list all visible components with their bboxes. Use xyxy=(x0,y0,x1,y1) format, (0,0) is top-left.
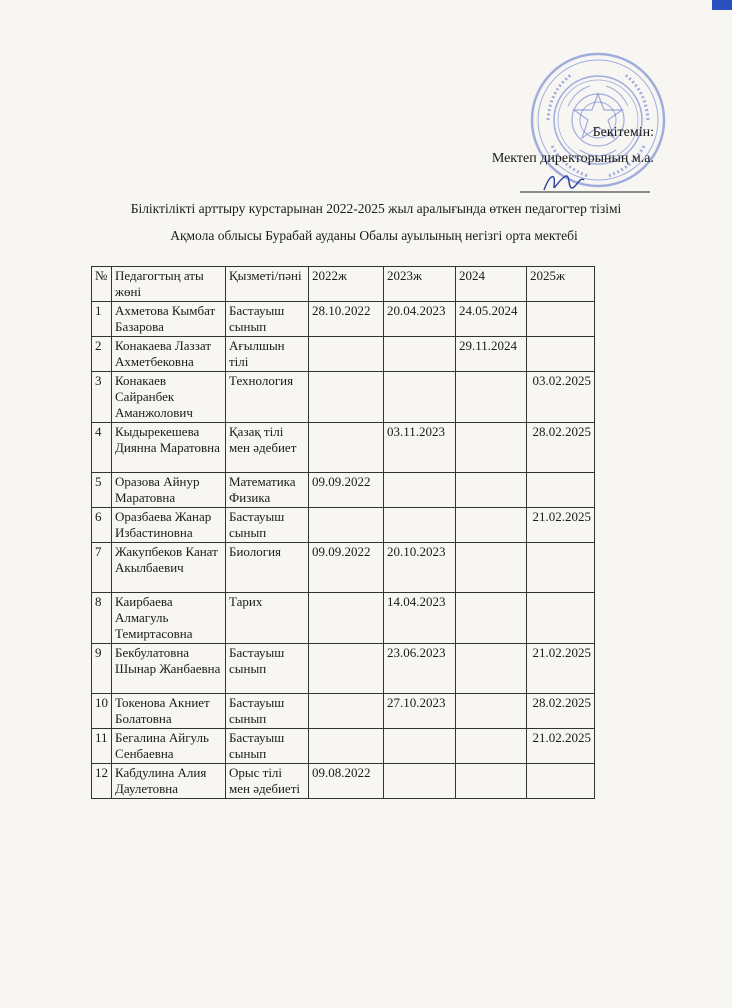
cell-2022 xyxy=(309,508,384,543)
table-row xyxy=(92,302,595,337)
cell-no: 2 xyxy=(92,337,112,372)
cell-2022 xyxy=(309,644,384,694)
cell-2022: 28.10.2022 xyxy=(309,302,384,337)
cell-no: 6 xyxy=(92,508,112,543)
school-name: Ақмола облысы Бурабай ауданы Обалы ауылының негізгі орта мектебі xyxy=(170,228,578,243)
cell-name: Кабдулина Алия Даулетовна xyxy=(112,764,226,799)
cell-name: Каирбаева Алмагуль Темиртасовна xyxy=(112,593,226,644)
cell-2023: 23.06.2023 xyxy=(384,644,456,694)
table-row xyxy=(92,694,595,729)
table-row xyxy=(92,593,595,644)
cell-2022 xyxy=(309,372,384,423)
cell-2024 xyxy=(456,593,527,644)
director-label: Мектеп директорының м.а. xyxy=(491,151,654,166)
cell-2023 xyxy=(384,473,456,508)
cell-position: Ағылшын тілі xyxy=(226,337,309,372)
cell-position: Технология xyxy=(226,372,309,423)
cell-no: 8 xyxy=(92,593,112,644)
cell-2025 xyxy=(527,473,595,508)
cell-2025 xyxy=(527,543,595,593)
cell-2023 xyxy=(384,372,456,423)
cell-position: Математика Физика xyxy=(226,473,309,508)
cell-2022 xyxy=(309,593,384,644)
cell-position: Бастауыш сынып xyxy=(226,644,309,694)
cell-name: Конакаева Лаззат Ахметбековна xyxy=(112,337,226,372)
cell-2024: 24.05.2024 xyxy=(456,302,527,337)
cell-position: Орыс тілі мен әдебиеті xyxy=(226,764,309,799)
header-no: № xyxy=(92,267,112,302)
table-row xyxy=(92,473,595,508)
cell-position: Қазақ тілі мен әдебиет xyxy=(226,423,309,473)
cell-2024 xyxy=(456,543,527,593)
cell-2023 xyxy=(384,337,456,372)
cell-no: 3 xyxy=(92,372,112,423)
cell-position: Тарих xyxy=(226,593,309,644)
table-row xyxy=(92,543,595,593)
table-row xyxy=(92,644,595,694)
cell-position: Бастауыш сынып xyxy=(226,302,309,337)
cell-2022: 09.09.2022 xyxy=(309,473,384,508)
director-signature xyxy=(520,168,650,196)
cell-name: Жакупбеков Канат Акылбаевич xyxy=(112,543,226,593)
cell-position: Бастауыш сынып xyxy=(226,508,309,543)
cell-2025: 21.02.2025 xyxy=(527,729,595,764)
training-table xyxy=(91,266,595,799)
cell-2025 xyxy=(527,337,595,372)
cell-2022: 09.09.2022 xyxy=(309,543,384,593)
cell-name: Кыдырекешева Диянна Маратовна xyxy=(112,423,226,473)
cell-2022 xyxy=(309,423,384,473)
cell-no: 9 xyxy=(92,644,112,694)
cell-2022 xyxy=(309,337,384,372)
cell-2025 xyxy=(527,302,595,337)
cell-2024 xyxy=(456,508,527,543)
cell-2024 xyxy=(456,644,527,694)
cell-2023: 20.04.2023 xyxy=(384,302,456,337)
table-row xyxy=(92,508,595,543)
cell-2023: 20.10.2023 xyxy=(384,543,456,593)
cell-no: 5 xyxy=(92,473,112,508)
cell-2024: 29.11.2024 xyxy=(456,337,527,372)
cell-no: 12 xyxy=(92,764,112,799)
table-row xyxy=(92,423,595,473)
document-title: Біліктілікті арттыру курстарынан 2022-2025 жыл аралығында өткен педагогтер тізімі xyxy=(130,201,622,216)
cell-2025: 28.02.2025 xyxy=(527,694,595,729)
cell-position: Биология xyxy=(226,543,309,593)
cell-2024 xyxy=(456,423,527,473)
corner-mark xyxy=(712,0,732,10)
cell-2022 xyxy=(309,694,384,729)
cell-position: Бастауыш сынып xyxy=(226,694,309,729)
cell-2022 xyxy=(309,729,384,764)
cell-2024 xyxy=(456,473,527,508)
approve-label: Бекітемін: xyxy=(592,125,654,140)
header-2022: 2022ж xyxy=(309,267,384,302)
cell-name: Оразова Айнур Маратовна xyxy=(112,473,226,508)
table-row xyxy=(92,764,595,799)
cell-name: Бекбулатовна Шынар Жанбаевна xyxy=(112,644,226,694)
cell-2023: 14.04.2023 xyxy=(384,593,456,644)
header-2025: 2025ж xyxy=(527,267,595,302)
cell-name: Конакаев Сайранбек Аманжолович xyxy=(112,372,226,423)
approval-block xyxy=(492,120,654,172)
cell-2023: 27.10.2023 xyxy=(384,694,456,729)
cell-2025: 21.02.2025 xyxy=(527,644,595,694)
header-position: Қызметі/пәні xyxy=(226,267,309,302)
cell-2024 xyxy=(456,764,527,799)
cell-2024 xyxy=(456,729,527,764)
cell-no: 4 xyxy=(92,423,112,473)
cell-2025: 21.02.2025 xyxy=(527,508,595,543)
cell-no: 1 xyxy=(92,302,112,337)
cell-2025: 03.02.2025 xyxy=(527,372,595,423)
cell-name: Токенова Акниет Болатовна xyxy=(112,694,226,729)
table-row xyxy=(92,372,595,423)
cell-2023 xyxy=(384,508,456,543)
cell-name: Бегалина Айгуль Сенбаевна xyxy=(112,729,226,764)
table-row xyxy=(92,729,595,764)
table-header-row xyxy=(92,267,595,302)
header-2024: 2024 xyxy=(456,267,527,302)
cell-2025: 28.02.2025 xyxy=(527,423,595,473)
cell-no: 11 xyxy=(92,729,112,764)
cell-2024 xyxy=(456,372,527,423)
cell-2024 xyxy=(456,694,527,729)
cell-name: Ахметова Кымбат Базарова xyxy=(112,302,226,337)
header-2023: 2023ж xyxy=(384,267,456,302)
cell-2025 xyxy=(527,764,595,799)
cell-2022: 09.08.2022 xyxy=(309,764,384,799)
table-row xyxy=(92,337,595,372)
cell-name: Оразбаева Жанар Избастиновна xyxy=(112,508,226,543)
cell-no: 10 xyxy=(92,694,112,729)
cell-2023 xyxy=(384,729,456,764)
cell-2025 xyxy=(527,593,595,644)
cell-2023: 03.11.2023 xyxy=(384,423,456,473)
cell-no: 7 xyxy=(92,543,112,593)
cell-2023 xyxy=(384,764,456,799)
cell-position: Бастауыш сынып xyxy=(226,729,309,764)
header-name: Педагогтың аты жөні xyxy=(112,267,226,302)
